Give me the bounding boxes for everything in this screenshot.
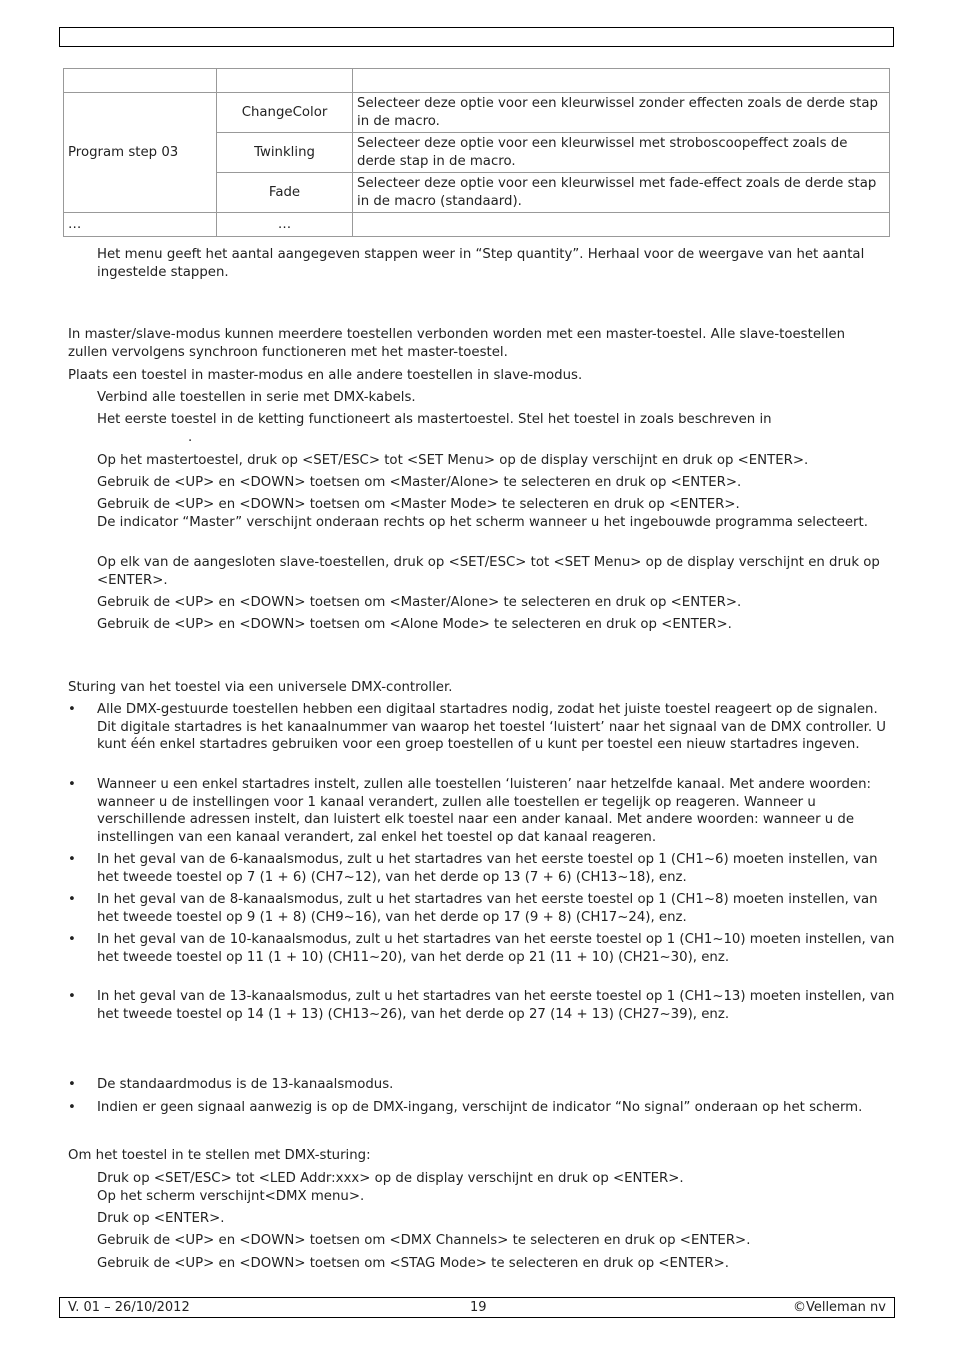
description-cell: Selecteer deze optie voor een kleurwissel met fade-effect zoals de derde stap in de macro (standaard). [353, 173, 890, 213]
program-step-label: Program step 03 [64, 93, 217, 213]
option-cell: Fade [217, 173, 353, 213]
bullet-mark: • [68, 1100, 76, 1115]
note-item: De standaardmodus is de 13-kanaalsmodus. [97, 1077, 394, 1092]
footer-brand: ©Velleman nv [792, 1300, 886, 1315]
page-header-box [59, 27, 894, 47]
list-item: In het geval van de 10-kanaalsmodus, zult u het startadres van het eerste toestel op 1 (CH1~10) moeten instellen, van het tweede toestel op 11 (1 + 10) (CH11~20), van het derde op 21 (11 + 10) (CH21~30), enz. [97, 932, 895, 965]
dmx-setup-intro: Om het toestel in te stellen met DMX-sturing: [68, 1148, 371, 1163]
description-cell: Selecteer deze optie voor een kleurwissel met stroboscoopeffect zoals de derde stap in de macro. [353, 133, 890, 173]
dmx-intro: Sturing van het toestel via een universele DMX-controller. [68, 680, 453, 695]
table-header-cell [64, 69, 217, 93]
step-text: Op het scherm verschijnt<DMX menu>. [97, 1189, 365, 1204]
step-text: Gebruik de <UP> en <DOWN> toetsen om <Master/Alone> te selecteren en druk op <ENTER>. [97, 595, 742, 610]
bullet-mark: • [68, 852, 76, 867]
bullet-mark: • [68, 892, 76, 907]
ellipsis-cell: … [217, 213, 353, 237]
bullet-mark: • [68, 1077, 76, 1092]
master-slave-intro-2: Plaats een toestel in master-modus en alle andere toestellen in slave-modus. [68, 368, 583, 383]
option-cell: Twinkling [217, 133, 353, 173]
option-cell: ChangeColor [217, 93, 353, 133]
footer-version: V. 01 – 26/10/2012 [68, 1300, 190, 1315]
step-text: Druk op <ENTER>. [97, 1211, 225, 1226]
list-item: In het geval van de 6-kanaalsmodus, zult u het startadres van het eerste toestel op 1 (CH1~6) moeten instellen, van het tweede toestel op 7 (1 + 6) (CH7~12), van het derde op 13 (7 + 6) (CH13~18), enz. [97, 852, 878, 885]
step-text: De indicator “Master” verschijnt onderaan rechts op het scherm wanneer u het ingebouwde programma selecteert. [97, 515, 868, 530]
table-header-cell [217, 69, 353, 93]
step-text: Gebruik de <UP> en <DOWN> toetsen om <Master/Alone> te selecteren en druk op <ENTER>. [97, 475, 742, 490]
page-footer [59, 1297, 895, 1318]
table-header-cell [353, 69, 890, 93]
list-item: Wanneer u een enkel startadres instelt, zullen alle toestellen ‘luisteren’ naar hetzelfde kanaal. Met andere woorden: wanneer u de instellingen voor 1 kanaal verandert, zullen alle toestellen er tegelijk op reageren. Wanneer u verschillende adressen instelt, dan luistert elk toestel naar een ander kanaal. Met andere woorden: wanneer u de instellingen van een kanaal verandert, zal enkel het toestel op dat kanaal reageren. [97, 777, 871, 845]
table-header-row [64, 69, 890, 93]
step-text: Verbind alle toestellen in serie met DMX-kabels. [97, 390, 416, 405]
bullet-mark: • [68, 777, 76, 792]
macro-note: Het menu geeft het aantal aangegeven stappen weer in “Step quantity”. Herhaal voor de weergave van het aantal ingestelde stappen. [97, 247, 865, 280]
list-item: In het geval van de 13-kanaalsmodus, zult u het startadres van het eerste toestel op 1 (CH1~13) moeten instellen, van het tweede toestel op 14 (1 + 13) (CH13~26), van het derde op 27 (14 + 13) (CH27~39), enz. [97, 989, 895, 1022]
bullet-mark: • [68, 989, 76, 1004]
bullet-mark: • [68, 932, 76, 947]
bullet-mark: • [68, 702, 76, 717]
list-item: In het geval van de 8-kanaalsmodus, zult u het startadres van het eerste toestel op 1 (CH1~8) moeten instellen, van het tweede toestel op 9 (1 + 8) (CH9~16), van het derde op 17 (9 + 8) (CH17~24), enz. [97, 892, 878, 925]
step-text: Gebruik de <UP> en <DOWN> toetsen om <Alone Mode> te selecteren en druk op <ENTER>. [97, 617, 732, 632]
footer-page-number: 19 [470, 1300, 487, 1315]
step-text: Druk op <SET/ESC> tot <LED Addr:xxx> op de display verschijnt en druk op <ENTER>. [97, 1171, 684, 1186]
step-text: Gebruik de <UP> en <DOWN> toetsen om <Master Mode> te selecteren en druk op <ENTER>. [97, 497, 740, 512]
master-slave-intro: In master/slave-modus kunnen meerdere toestellen verbonden worden met een master-toestel. Alle slave-toestellen zullen vervolgens synchroon functioneren met het master-toestel. [68, 327, 846, 360]
table-row [64, 213, 890, 237]
step-text: Op het mastertoestel, druk op <SET/ESC> tot <SET Menu> op de display verschijnt en druk op <ENTER>. [97, 453, 809, 468]
step-text: Het eerste toestel in de ketting functioneert als mastertoestel. Stel het toestel in zoals beschreven in [97, 412, 772, 427]
step-text: Gebruik de <UP> en <DOWN> toetsen om <STAG Mode> te selecteren en druk op <ENTER>. [97, 1256, 730, 1271]
macro-step-table [63, 68, 890, 237]
note-item: Indien er geen signaal aanwezig is op de DMX-ingang, verschijnt de indicator “No signal” onderaan op het scherm. [97, 1100, 863, 1115]
ellipsis-cell [353, 213, 890, 237]
list-item: Alle DMX-gestuurde toestellen hebben een digitaal startadres nodig, zodat het juiste toestel reageert op de signalen. Dit digitale startadres is het kanaalnummer van waarop het toestel ‘luistert’ naar het signaal van de DMX controller. U kunt één enkel startadres gebruiken voor een groep toestellen of u kunt per toestel een nieuw startadres ingeven. [97, 702, 887, 752]
step-text: Op elk van de aangesloten slave-toestellen, druk op <SET/ESC> tot <SET Menu> op de display verschijnt en druk op <ENTER>. [97, 555, 880, 588]
ellipsis-cell: … [64, 213, 217, 237]
step-text-continuation: . [188, 430, 193, 445]
step-text: Gebruik de <UP> en <DOWN> toetsen om <DMX Channels> te selecteren en druk op <ENTER>. [97, 1233, 751, 1248]
description-cell: Selecteer deze optie voor een kleurwissel zonder effecten zoals de derde stap in de macro. [353, 93, 890, 133]
table-row [64, 93, 890, 133]
